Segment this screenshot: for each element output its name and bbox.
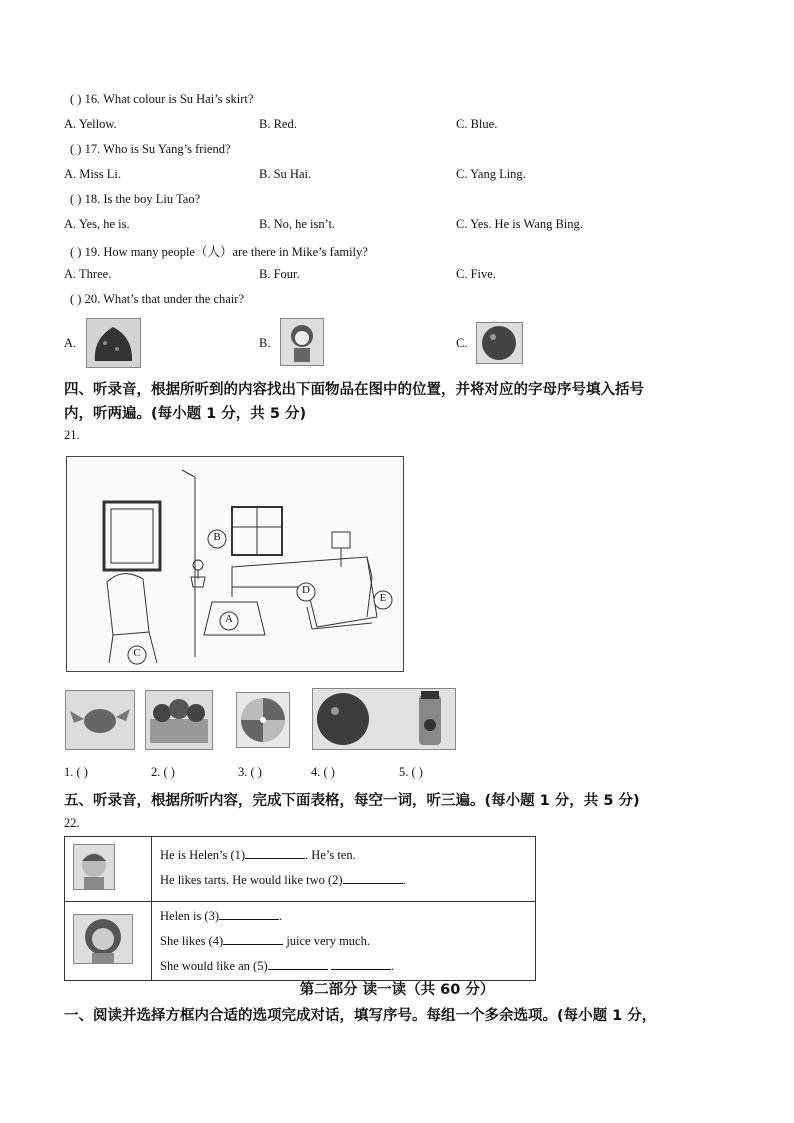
room-label-d: D: [302, 584, 310, 596]
girl-image-cell: [65, 902, 152, 981]
option-17-b: B. Su Hai.: [259, 167, 312, 181]
doll-image: [280, 318, 324, 366]
option-17-a: A. Miss Li.: [64, 167, 121, 181]
table-row: [65, 902, 536, 981]
row2-text-f: .: [390, 959, 394, 973]
question-22-number: 22.: [64, 816, 80, 830]
fan-image: [236, 692, 290, 748]
table-row: [65, 837, 536, 902]
listening-table: [64, 836, 536, 981]
question-20: ( ) 20. What’s that under the chair?: [70, 292, 245, 306]
blank-5a[interactable]: [268, 958, 328, 970]
answer-slot-2[interactable]: 2. ( ): [151, 765, 175, 779]
boy-image: [73, 844, 115, 890]
room-label-c: C: [133, 647, 141, 659]
question-21-number: 21.: [64, 428, 80, 442]
option-16-a: A. Yellow.: [64, 117, 117, 131]
option-16-b: B. Red.: [259, 117, 297, 131]
answer-slot-3[interactable]: 3. ( ): [238, 765, 262, 779]
ball-image: [476, 322, 523, 364]
option-20-c: C.: [456, 336, 468, 350]
row2-line3: [153, 954, 534, 979]
blank-1[interactable]: [245, 847, 305, 859]
row1-text-b: . He’s ten.: [305, 848, 356, 862]
section-5-heading: 五、听录音，根据所听内容，完成下面表格，每空一词，听三遍。(每小题 1 分，共 5 分): [64, 793, 640, 809]
option-20-b: B.: [259, 336, 271, 350]
option-19-b: B. Four.: [259, 267, 300, 281]
option-18-b: B. No, he isn’t.: [259, 217, 336, 231]
row2-text-c: She likes (4): [160, 934, 224, 948]
room-label-b: B: [213, 531, 221, 543]
row1-text-d: .: [402, 873, 406, 887]
room-label-e: E: [379, 592, 387, 604]
section-4-heading-line1: 四、听录音，根据所听到的内容找出下面物品在图中的位置，并将对应的字母序号填入括号: [64, 382, 644, 398]
question-17: ( ) 17. Who is Su Yang’s friend?: [70, 142, 231, 156]
blank-3[interactable]: [219, 908, 279, 920]
part2-section1-heading: 一、阅读并选择方框内合适的选项完成对话，填写序号。每组一个多余选项。(每小题 1 分，: [64, 1008, 657, 1024]
section-4-heading-line2: 内，听两遍。(每小题 1 分，共 5 分): [64, 406, 307, 422]
part2-title: 第二部分 读一读（共 60 分）: [299, 982, 495, 998]
cupcakes-image: [145, 690, 213, 750]
option-16-c: C. Blue.: [456, 117, 498, 131]
blank-2[interactable]: [343, 872, 403, 884]
row1-line2: [153, 868, 534, 893]
row2-line1: [153, 904, 534, 929]
row2-text-e: She would like an (5): [160, 959, 268, 973]
blank-5b[interactable]: [331, 958, 391, 970]
boy-image-cell: [65, 837, 152, 902]
option-19-c: C. Five.: [456, 267, 496, 281]
option-17-c: C. Yang Ling.: [456, 167, 526, 181]
ball-and-bottle-image: [312, 688, 456, 750]
row2-text: [152, 902, 536, 981]
cake-image: [86, 318, 141, 368]
option-18-c: C. Yes. He is Wang Bing.: [456, 217, 583, 231]
question-16: ( ) 16. What colour is Su Hai’s skirt?: [70, 92, 254, 106]
row1-text-c: He likes tarts. He would like two (2): [160, 873, 343, 887]
answer-slot-1[interactable]: 1. ( ): [64, 765, 88, 779]
bird-image: [65, 690, 135, 750]
option-18-a: A. Yes, he is.: [64, 217, 130, 231]
answer-slot-4[interactable]: 4. ( ): [311, 765, 335, 779]
row2-text-a: Helen is (3): [160, 909, 220, 923]
question-19: ( ) 19. How many people（人）are there in Mike’s family?: [70, 245, 368, 259]
row2-line2: [153, 929, 534, 954]
option-19-a: A. Three.: [64, 267, 112, 281]
girl-image: [73, 914, 133, 964]
option-20-a: A.: [64, 336, 77, 350]
blank-4[interactable]: [223, 933, 283, 945]
row1-text-a: He is Helen’s (1): [160, 848, 246, 862]
row1-line1: [153, 843, 534, 868]
row1-text: [152, 837, 536, 902]
answer-slot-5[interactable]: 5. ( ): [399, 765, 423, 779]
question-18: ( ) 18. Is the boy Liu Tao?: [70, 192, 201, 206]
row2-text-b: .: [279, 909, 283, 923]
room-label-a: A: [225, 613, 233, 625]
room-picture: [66, 456, 404, 672]
row2-text-d: juice very much.: [283, 934, 370, 948]
